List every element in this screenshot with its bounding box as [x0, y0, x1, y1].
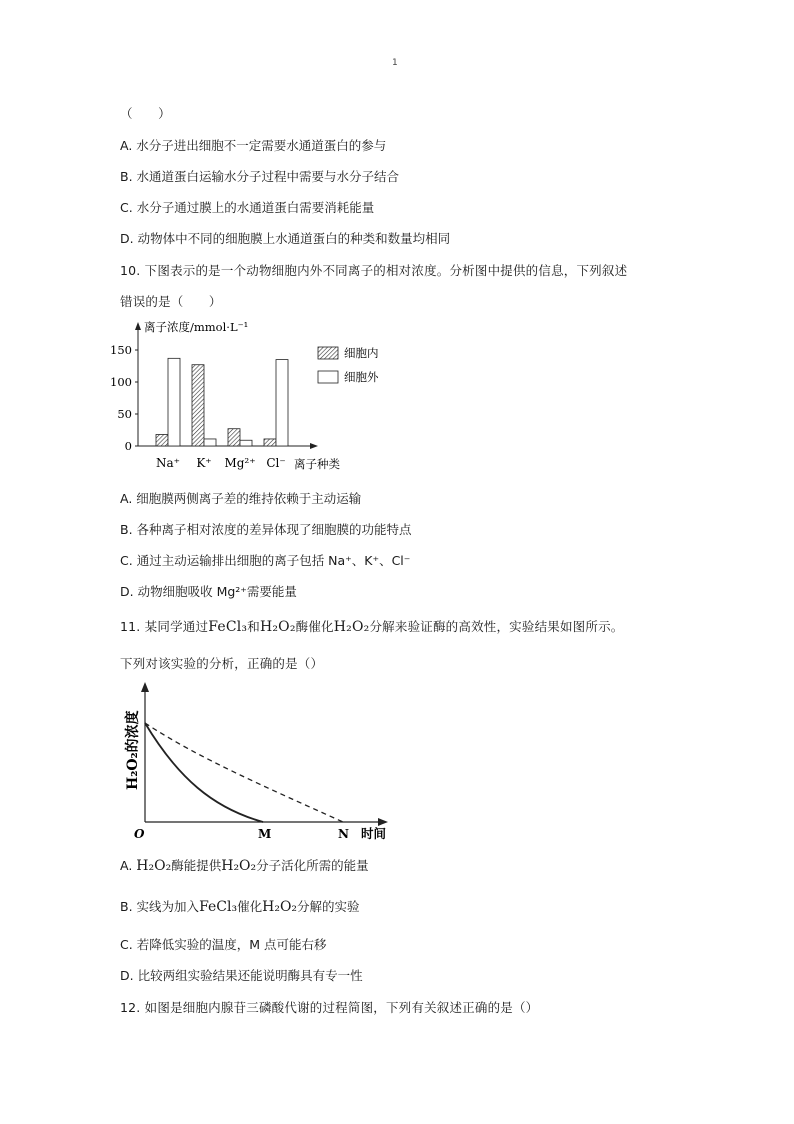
q11-option-c[interactable]	[120, 935, 326, 953]
option-key: D.	[120, 584, 134, 599]
option-text: 催化	[237, 899, 263, 914]
q10-option-c[interactable]	[120, 551, 410, 569]
question-number: 10.	[120, 263, 141, 278]
option-text: 比较两组实验结果还能说明酶具有专一性	[137, 968, 363, 983]
option-text: 水通道蛋白运输水分子过程中需要与水分子结合	[136, 169, 400, 184]
y-tick-label: 50	[117, 407, 132, 421]
h2o2-decomposition-chart	[118, 678, 398, 844]
option-key: A.	[120, 491, 133, 506]
option-text: 细胞膜两侧离子差的维持依赖于主动运输	[136, 491, 362, 506]
option-key: B.	[120, 169, 133, 184]
option-text: 若降低实验的温度，M 点可能右移	[136, 937, 327, 952]
q10-stem-line2: 错误的是（ ）	[120, 294, 222, 309]
legend-swatch-outside	[318, 371, 338, 383]
option-key: C.	[120, 553, 133, 568]
option-text: 酶能提供	[171, 858, 222, 873]
option-key: D.	[120, 231, 134, 246]
stem-text: 分解来验证酶的高效性，实验结果如图所示。	[369, 619, 624, 634]
option-text: 分子活化所需的能量	[256, 858, 369, 873]
y-axis-label: H₂O₂的浓度	[125, 710, 141, 790]
h2o2-formula: H₂O₂	[333, 619, 370, 635]
tick-n: N	[338, 827, 349, 841]
q10-stem-line1	[120, 261, 627, 279]
q12-stem	[120, 998, 538, 1016]
tick-origin: O	[134, 827, 145, 841]
legend-label-outside: 细胞外	[344, 370, 379, 384]
bar-outside	[240, 440, 252, 446]
option-text: 动物细胞吸收 Mg²⁺需要能量	[137, 584, 297, 599]
option-key: B.	[120, 522, 133, 537]
h2o2-formula: H₂O₂	[136, 858, 172, 874]
bar-outside	[276, 360, 288, 446]
question-text: 下图表示的是一个动物细胞内外不同离子的相对浓度。分析图中提供的信息，下列叙述	[144, 263, 628, 278]
x-axis-arrow	[310, 443, 318, 449]
fecl3-formula: FeCl₃	[199, 899, 238, 915]
category-label: Cl⁻	[266, 456, 286, 470]
y-tick-label: 0	[124, 439, 132, 453]
q9-answer-bracket: （ ）	[120, 106, 171, 121]
bar-outside	[168, 358, 180, 446]
q11-option-a[interactable]	[120, 856, 369, 874]
stem-text: 某同学通过	[144, 619, 209, 634]
bar-inside	[228, 429, 240, 446]
option-key: A.	[120, 858, 133, 873]
stem-text: 酶催化	[295, 619, 334, 634]
q9-option-d[interactable]	[120, 229, 450, 247]
y-tick-label: 100	[110, 375, 132, 389]
option-text: 分解的实验	[297, 899, 360, 914]
q11-option-d[interactable]	[120, 966, 363, 984]
stem-text: 和	[247, 619, 260, 634]
option-text: 水分子通过膜上的水通道蛋白需要消耗能量	[136, 200, 375, 215]
bar-outside	[204, 439, 216, 446]
bar-inside	[264, 439, 276, 446]
ion-concentration-chart	[108, 316, 379, 476]
option-key: B.	[120, 899, 133, 914]
option-key: C.	[120, 937, 133, 952]
y-axis-arrow	[141, 682, 149, 692]
y-axis-label: 离子浓度/mmol·L⁻¹	[144, 320, 249, 334]
option-key: A.	[120, 138, 133, 153]
y-tick-label: 150	[110, 343, 132, 357]
q11-stem-line1	[120, 617, 624, 635]
solid-curve	[145, 723, 263, 822]
tick-m: M	[258, 827, 272, 841]
category-label: Mg²⁺	[224, 456, 256, 470]
page-number: 1	[392, 58, 398, 68]
question-number: 11.	[120, 619, 141, 634]
category-label: Na⁺	[156, 456, 180, 470]
option-text: 动物体中不同的细胞膜上水通道蛋白的种类和数量均相同	[137, 231, 451, 246]
option-text: 水分子进出细胞不一定需要水通道蛋白的参与	[136, 138, 387, 153]
q10-option-a[interactable]	[120, 489, 361, 507]
q10-option-d[interactable]	[120, 582, 297, 600]
y-axis-arrow	[135, 322, 141, 330]
option-text: 通过主动运输排出细胞的离子包括 Na⁺、K⁺、Cl⁻	[136, 553, 411, 568]
dashed-curve	[145, 723, 343, 822]
category-label: K⁺	[196, 456, 212, 470]
h2o2-formula: H₂O₂	[259, 619, 296, 635]
h2o2-formula: H₂O₂	[221, 858, 257, 874]
bar-inside	[192, 365, 204, 446]
x-axis-label: 离子种类	[294, 457, 340, 471]
legend-swatch-inside	[318, 347, 338, 359]
q11-stem-line2: 下列对该实验的分析，正确的是（）	[120, 656, 324, 671]
q9-option-c[interactable]	[120, 198, 374, 216]
option-text: 实线为加入	[136, 899, 200, 914]
fecl3-formula: FeCl₃	[208, 619, 248, 635]
x-axis-label: 时间	[361, 826, 387, 841]
x-axis-arrow	[378, 818, 388, 826]
option-key: C.	[120, 200, 133, 215]
q11-option-b[interactable]	[120, 897, 360, 915]
q9-option-b[interactable]	[120, 167, 399, 185]
question-text: 如图是细胞内腺苷三磷酸代谢的过程简图，下列有关叙述正确的是（）	[144, 1000, 539, 1015]
q9-option-a[interactable]	[120, 136, 386, 154]
bar-inside	[156, 434, 168, 446]
h2o2-formula: H₂O₂	[262, 899, 298, 915]
q10-option-b[interactable]	[120, 520, 412, 538]
option-text: 各种离子相对浓度的差异体现了细胞膜的功能特点	[136, 522, 412, 537]
option-key: D.	[120, 968, 134, 983]
legend-label-inside: 细胞内	[344, 346, 379, 360]
question-number: 12.	[120, 1000, 141, 1015]
